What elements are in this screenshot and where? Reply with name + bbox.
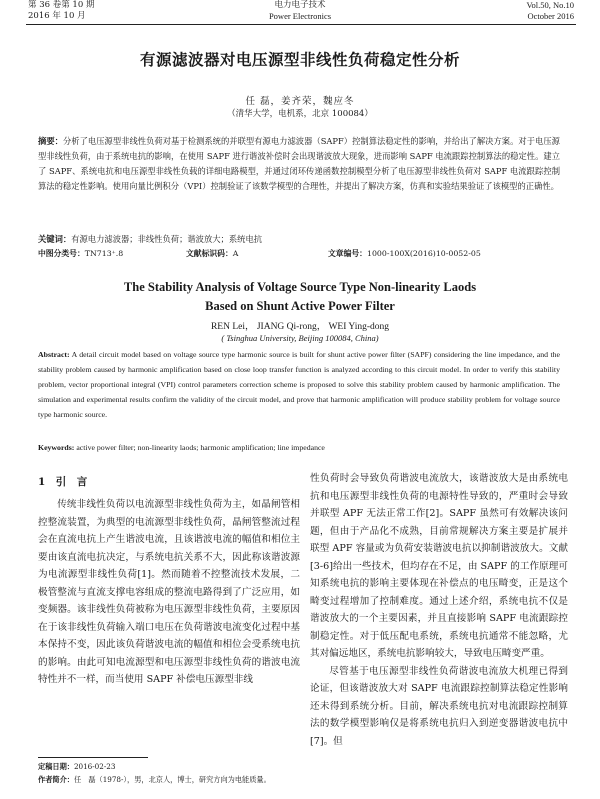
abstract-en-text: A detail circuit model based on voltage source type harmonic source is built for shunt active power filter (SAPF) considering the line impedance, and the stability problem caused by harmonic amplification based on close loop transfer function is analyzed according to this circuit model. In order to verify this stability problem, vector proportional integral (VPI) control parameters correction scheme is proposed to solve this stability problem caused by harmonic amplification. The simulation and experimental results confirm the validity of the circuit model, and prove that harmonic amplification will produce stability problem for voltage source type harmonic source.	[38, 350, 560, 419]
abstract-cn-text: 分析了电压源型非线性负荷对基于检测系统的并联型有源电力滤波器（SAPF）控制算法稳定性的影响，并给出了解决方案。对于电压源型非线性负荷，由于系统电抗的影响，在使用 SAPF 进行谐波补偿时会出现谐波放大现象，进而影响 SAPF 电流跟踪控制算法的稳定性。建立了 SAPF、系统电抗和电压源型非线性负载的详细电路模型，并通过闭环传递函数控制模型分析了电压源型非线性负荷对 SAPF 电流跟踪控制算法的稳定性影响。使用向量比例积分（VPI）控制验证了该数学模型的合理性，并提出了解决方案，仿真和实验结果验证了该模型的正确性。	[38, 136, 560, 191]
header-rule	[26, 24, 576, 25]
keywords-cn	[38, 232, 560, 247]
section-1-heading: 1 引 言	[38, 476, 88, 488]
footnote-author: 作者简介：任 磊（1978-），男，北京人，博士，研究方向为电能质量。	[38, 775, 271, 784]
keywords-en-text: active power filter; non-linearity laods; harmonic amplification; line impedance	[76, 443, 325, 452]
journal-volume-cn: 第 36 卷第 10 期	[28, 0, 95, 10]
abstract-en	[38, 347, 560, 422]
keywords-cn-text: 有源电力滤波器；非线性负荷；谐波放大；系统电抗	[71, 234, 263, 244]
abstract-cn	[38, 134, 560, 194]
journal-date-en: October 2016	[527, 11, 574, 21]
section-1-left-column: 传统非线性负荷以电流源型非线性负荷为主，如晶闸管相控整流装置，为典型的电流源型非线性负荷，晶闸管整流过程会在直流电抗上产生谐波电流，且该谐波电流的幅值和相位主要由该直流电抗决定，与系统电抗关系不大，因此称该谐波源为电流源型非线性负荷[1]。然而随着不控整流技术发展，二极管整流与直流支撑电容组成的整流电路得到了广泛应用，如变频器。该非线性负荷被称为电压源型非线性负荷，主要原因在于该非线性负荷输入端口电压在负荷谐波电流变化过程中基本保持不变，因此该负荷谐波电流的幅值和相位会受系统电抗的影响。由此可知电流源型和电压源型非线性负荷的谐波电流特性并不一样，而当使用 SAPF 补偿电压源型非线	[38, 499, 300, 685]
keywords-en	[38, 440, 560, 455]
journal-name-cn: 电力电子技术	[274, 0, 326, 10]
article-number: 文章编号：1000-100X(2016)10-0052-05	[328, 249, 481, 258]
clc-number: 中图分类号：TN713⁺.8	[38, 249, 124, 258]
abstract-cn-label: 摘要：	[38, 136, 63, 146]
keywords-cn-label: 关键词：	[38, 234, 72, 244]
journal-name-en: Power Electronics	[268, 11, 332, 21]
affiliation-cn: （清华大学，电机系，北京 100084）	[227, 109, 373, 119]
footnote-received: 定稿日期：2016-02-23	[38, 762, 116, 771]
abstract-en-label: Abstract:	[38, 350, 70, 359]
footnote-rule	[38, 757, 148, 758]
affiliation-en: ( Tsinghua University, Beijing 100084, China)	[221, 333, 379, 343]
section-1-right-paragraph-1: 性负荷时会导致负荷谐波电流放大，该谐波放大是由系统电抗和电压源型非线性负荷的电源特性导致的，严重时会导致并联型 APF 无法正常工作[2]。SAPF 虽然可有效解决该问题，但由于产品化不成熟，目前常规解决方案主要是扩展并联型 APF 容量或为负荷安装谐波电抗以抑制谐波放大。文献[3-6]给出一些技术，但均存在不足，由 SAPF 的工作原理可知系统电抗的影响主要体现在补偿点的电压畸变，正是这个畸变过程增加了控制难度。通过上述介绍，系统电抗不仅是谐波放大的一个主要因素，并且直接影响 SAPF 电流跟踪控制稳定性。对于低压配电系统，系统电抗通常不能忽略，尤其对偏远地区，系统电抗影响较大，导致电压畸变严重。	[310, 473, 568, 659]
authors-cn: 任 磊，姜齐荣，魏应冬	[245, 96, 355, 107]
paper-title-en-line2: Based on Shunt Active Power Filter	[205, 299, 395, 313]
paper-title-en-line1: The Stability Analysis of Voltage Source Type Non-linearity Laods	[123, 280, 477, 294]
section-1-right-paragraph-2: 尽管基于电压源型非线性负荷谐波电流放大机理已得到论证，但该谐波放大对 SAPF 电流跟踪控制算法稳定性影响还未得到系统分析。目前，解决系统电抗对电流跟踪控制算法的数学模型影响仅是将系统电抗归入到逆变器谐波电抗中[7]。但	[310, 665, 568, 747]
section-1-right-column	[310, 470, 568, 750]
keywords-en-label: Keywords:	[38, 443, 75, 452]
document-code: 文献标识码：A	[186, 249, 239, 258]
paper-title-cn: 有源滤波器对电压源型非线性负荷稳定性分析	[139, 50, 460, 69]
journal-volume-en: Vol.50, No.10	[526, 0, 574, 10]
journal-date-cn: 2016 年 10 月	[28, 11, 86, 21]
authors-en: REN Lei， JIANG Qi-rong， WEI Ying-dong	[210, 322, 390, 332]
classification-row	[38, 248, 560, 260]
